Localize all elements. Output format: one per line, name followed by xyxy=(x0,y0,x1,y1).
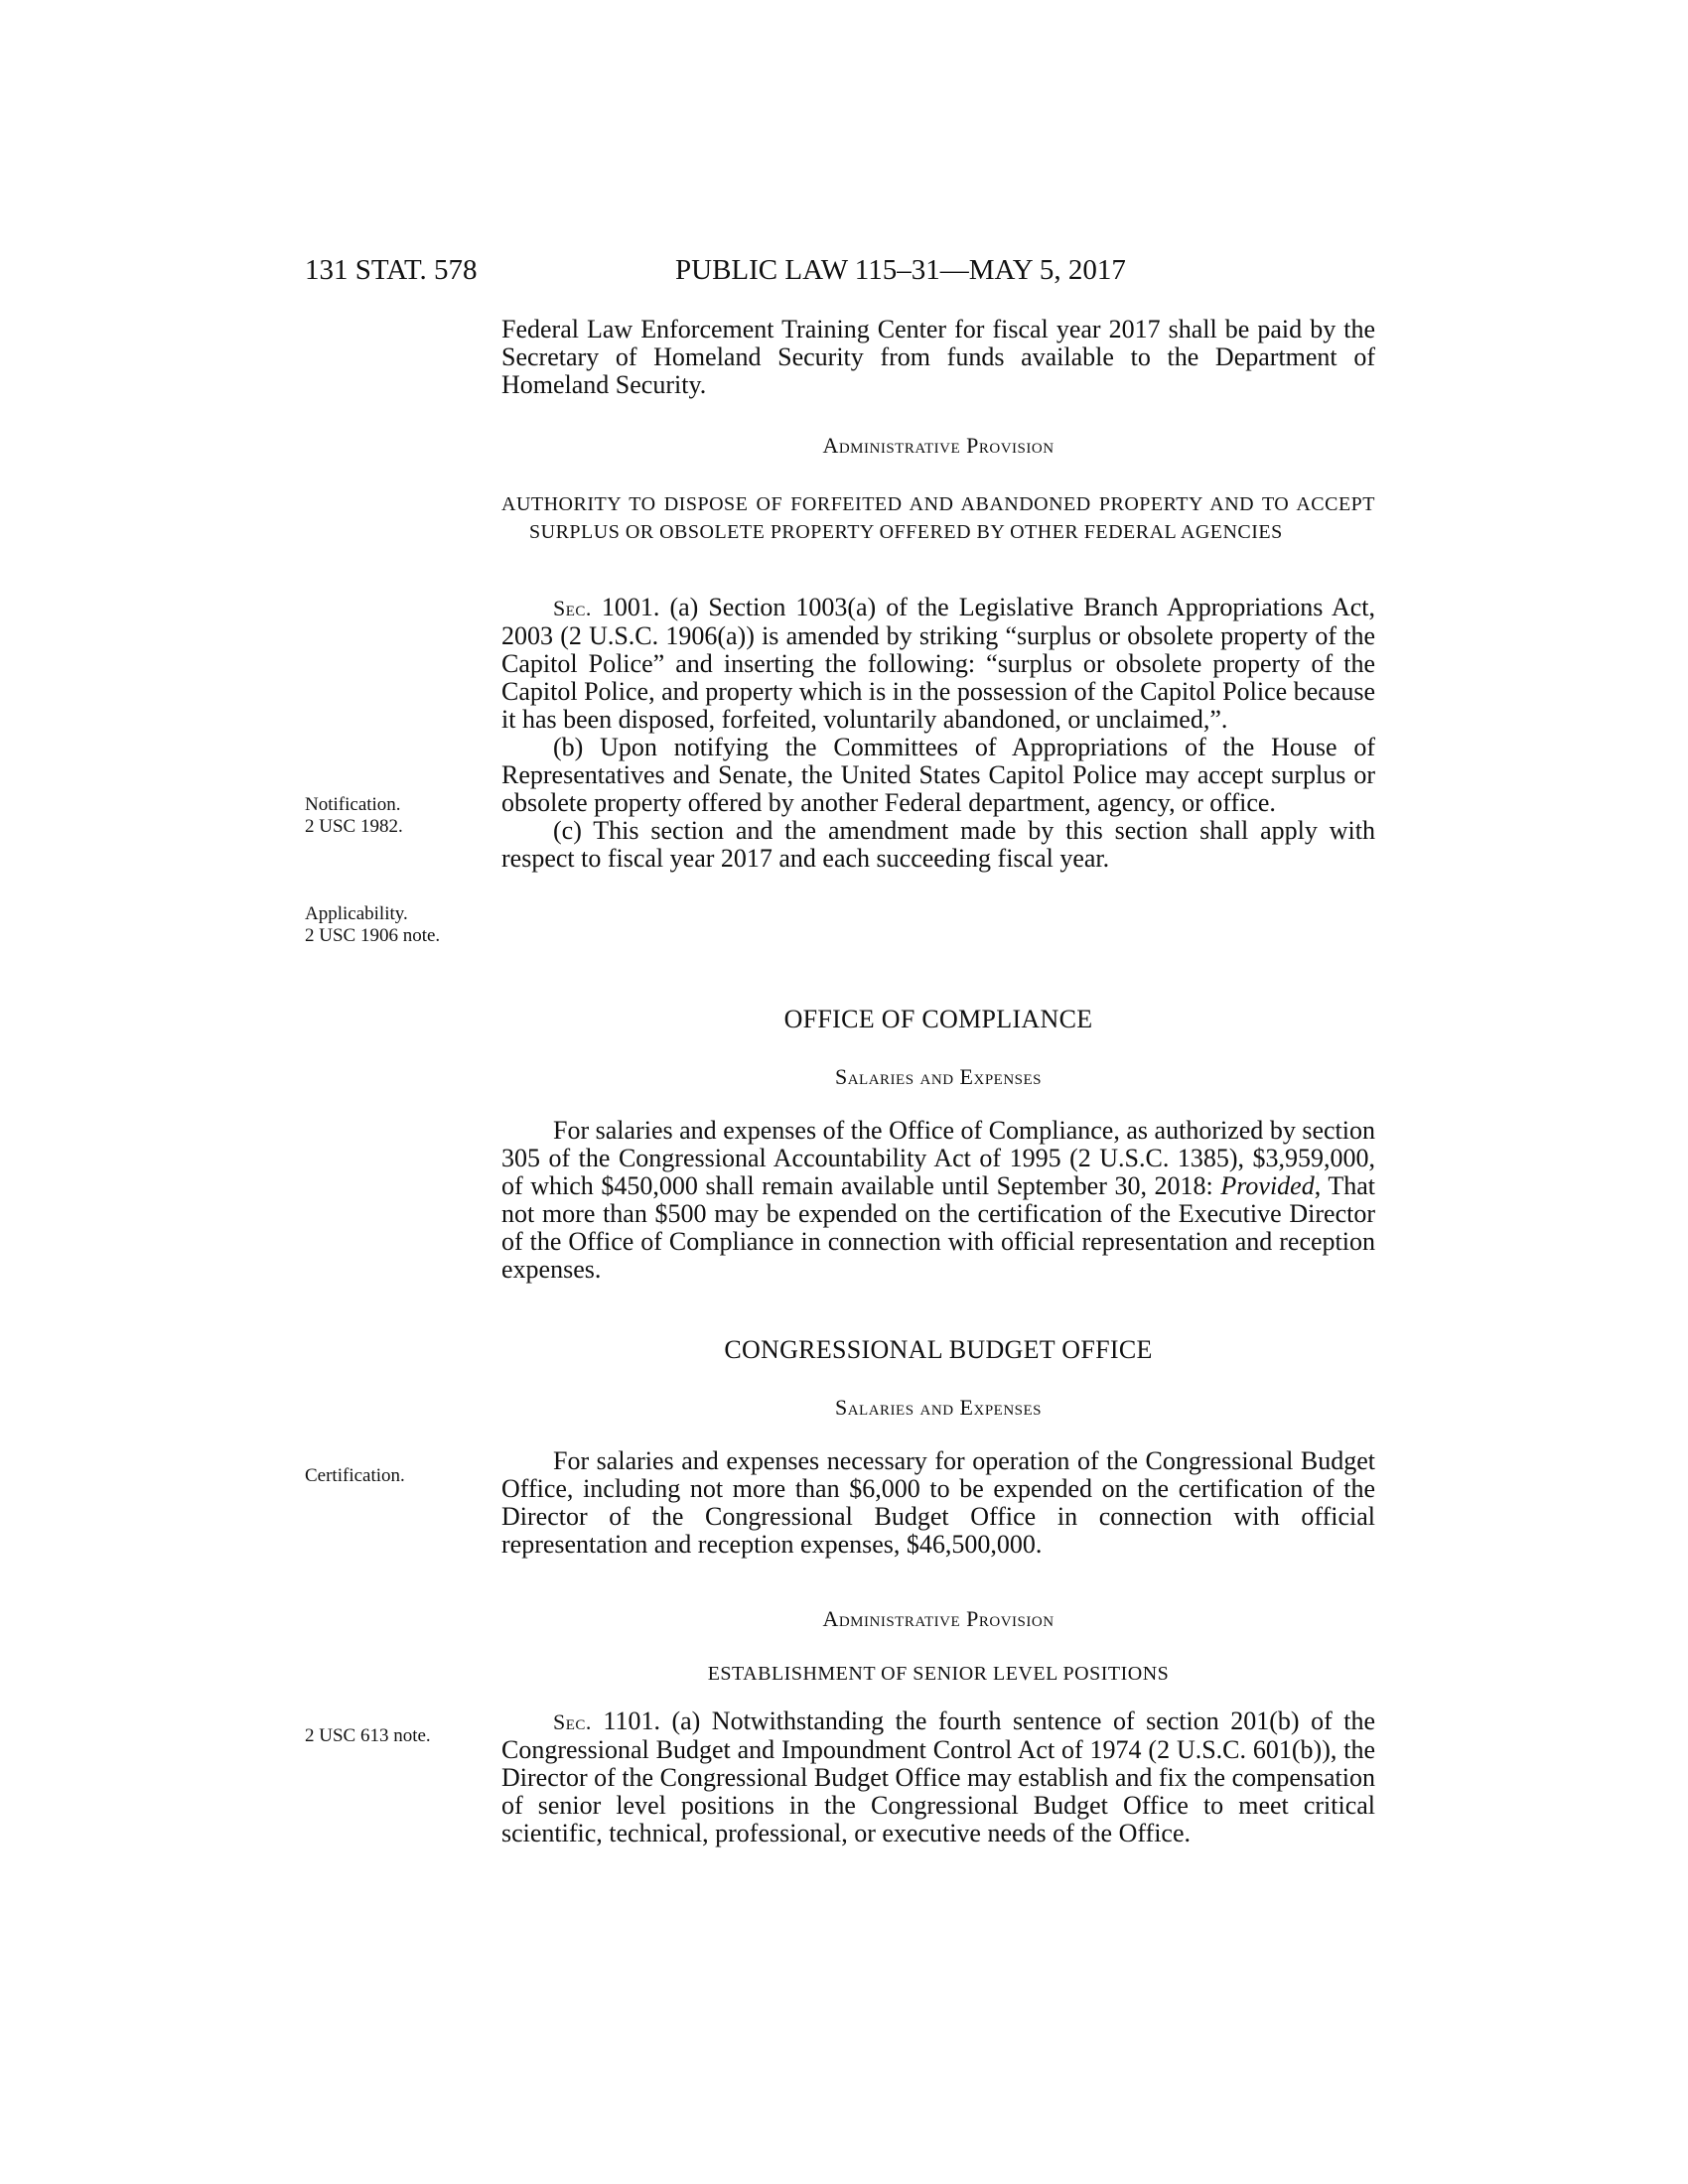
cbo-admin-subheading: ESTABLISHMENT OF SENIOR LEVEL POSITIONS xyxy=(707,1663,1170,1685)
cbo-admin-subheading-block xyxy=(501,1663,1375,1686)
stat-citation: 131 STAT. 578 xyxy=(305,254,478,286)
cbo-title-block xyxy=(501,1335,1375,1365)
section-1001-b: (b) Upon notifying the Committees of Appropriations of the House of Representatives and Senate, the United States Capitol Police may accept surplus or obsolete property offered by another Federal department, agency, or office. xyxy=(501,733,1375,817)
margin-note-certification: Certification. xyxy=(305,1465,405,1486)
cbo-salaries-heading-block xyxy=(501,1395,1375,1421)
section-1001-a-text: 1001. (a) Section 1003(a) of the Legislative Branch Appropriations Act, 2003 (2 U.S.C. 1906(a)) is amended by striking “surplus or obsolete property of the Capitol Police” and inserting the following: “surplus or obsolete property of the Capitol Police, and property which is in the possession of the Capitol Police because it has been disposed, forfeited, voluntarily abandoned, or unclaimed,”. xyxy=(501,593,1375,734)
cbo-title: CONGRESSIONAL BUDGET OFFICE xyxy=(724,1335,1153,1364)
margin-note-notification xyxy=(305,794,403,838)
admin-provision-heading-block xyxy=(501,433,1375,459)
continuation-paragraph: Federal Law Enforcement Training Center for fiscal year 2017 shall be paid by the Secretary of Homeland Security from funds available to the Department of Homeland Security. xyxy=(501,315,1375,399)
sec-label: Sec. xyxy=(553,1709,592,1734)
office-of-compliance-title-block xyxy=(501,1005,1375,1034)
margin-note-applicability xyxy=(305,903,440,947)
notification-citation: 2 USC 1982. xyxy=(305,816,403,837)
applicability-label: Applicability. xyxy=(305,903,408,924)
margin-note-usc-613: 2 USC 613 note. xyxy=(305,1725,431,1746)
compliance-paragraph-block xyxy=(501,1117,1375,1284)
section-1001-a xyxy=(501,594,1375,734)
admin-provision-subheading-block xyxy=(501,490,1375,546)
section-1101-a xyxy=(501,1707,1375,1847)
section-1001-block xyxy=(501,594,1375,873)
notification-label: Notification. xyxy=(305,794,401,815)
office-of-compliance-title: OFFICE OF COMPLIANCE xyxy=(783,1005,1093,1033)
section-1101-a-text: 1101. (a) Notwithstanding the fourth sentence of section 201(b) of the Congressional Budget and Impoundment Control Act of 1974 (2 U.S.C. 601(b)), the Director of the Congressional Budget Office may establish and fix the compensation of senior level positions in the Congressional Budget Office to meet critical scientific, technical, professional, or executive needs of the Office. xyxy=(501,1706,1375,1847)
cbo-paragraph-block xyxy=(501,1447,1375,1559)
compliance-paragraph xyxy=(501,1117,1375,1284)
cbo-paragraph: For salaries and expenses necessary for operation of the Congressional Budget Office, including not more than $6,000 to be expended on the certification of the Director of the Congressional Budget Office in connection with official representation and reception expenses, $46,500,000. xyxy=(501,1446,1375,1559)
cbo-salaries-heading: Salaries and Expenses xyxy=(834,1395,1043,1420)
compliance-salaries-heading: Salaries and Expenses xyxy=(834,1064,1043,1089)
sec-label: Sec. xyxy=(553,596,592,620)
continuation-block xyxy=(501,316,1375,399)
cbo-admin-heading: Administrative Provision xyxy=(822,1606,1055,1631)
cbo-admin-heading-block xyxy=(501,1606,1375,1632)
admin-provision-subheading: AUTHORITY TO DISPOSE OF FORFEITED AND ABANDONED PROPERTY AND TO ACCEPT SURPLUS OR OBSOLETE PROPERTY OFFERED BY OTHER FEDERAL AGENCIES xyxy=(501,493,1375,543)
applicability-citation: 2 USC 1906 note. xyxy=(305,925,441,946)
provided-term: Provided xyxy=(1220,1171,1315,1200)
compliance-text-2: , That not more than $500 may be expended on the certification of the Executive Director of the Office of Compliance in connection with official representation and reception expenses. xyxy=(501,1171,1375,1284)
section-1001-c: (c) This section and the amendment made by this section shall apply with respect to fiscal year 2017 and each succeeding fiscal year. xyxy=(501,816,1375,873)
law-header: PUBLIC LAW 115–31—MAY 5, 2017 xyxy=(675,254,1126,286)
compliance-text-1: For salaries and expenses of the Office of Compliance, as authorized by section 305 of the Congressional Accountability Act of 1995 (2 U.S.C. 1385), $3,959,000, of which $450,000 shall remain available until September 30, 2018: xyxy=(501,1116,1375,1200)
admin-provision-heading: Administrative Provision xyxy=(822,433,1055,458)
section-1101-block xyxy=(501,1707,1375,1847)
compliance-salaries-heading-block xyxy=(501,1064,1375,1090)
